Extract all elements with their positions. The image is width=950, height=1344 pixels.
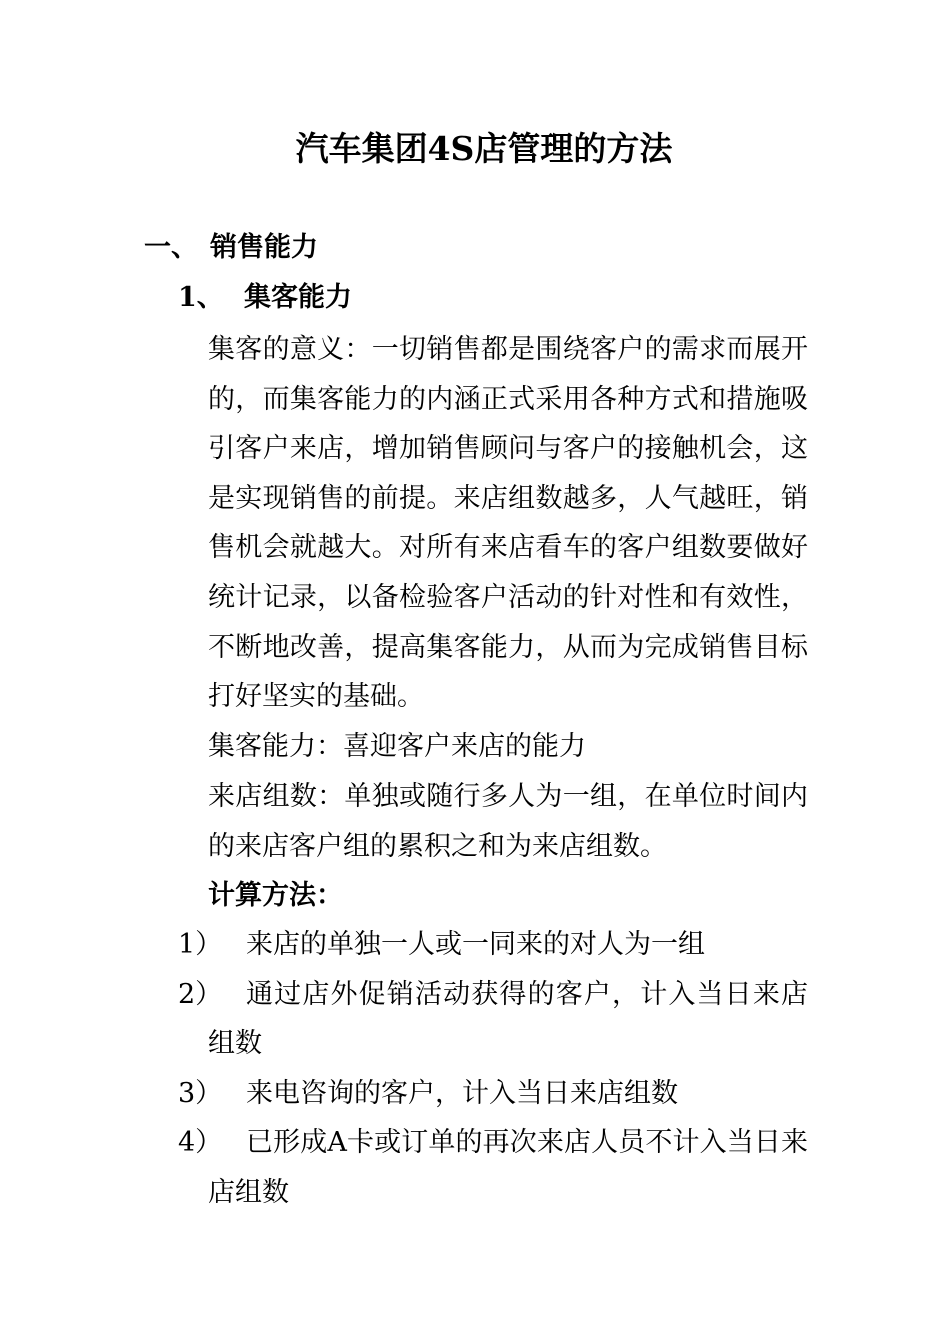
list-item-text: 来电咨询的客户，计入当日来店组数 xyxy=(246,1077,678,1109)
list-item xyxy=(178,920,808,970)
list-item-text: 通过店外促销活动获得的客户，计入当日来店组数 xyxy=(208,978,808,1060)
document-title: 汽车集团4S店管理的方法 xyxy=(295,129,673,168)
section-heading-text: 销售能力 xyxy=(210,232,318,263)
calc-method-list xyxy=(178,920,808,1218)
section-heading xyxy=(144,226,318,270)
list-item-text: 已形成A卡或订单的再次来店人员不计入当日来店组数 xyxy=(208,1127,808,1208)
subsection-heading xyxy=(178,276,352,320)
calc-method-heading: 计算方法： xyxy=(208,880,343,911)
definition-laidian: 来店组数：单独或随行多人为一组，在单位时间内的来店客户组的累积之和为来店组数。 xyxy=(208,781,808,862)
list-item-marker: 2） xyxy=(178,978,223,1010)
list-item xyxy=(178,1069,808,1119)
list-item-text: 来店的单独一人或一同来的对人为一组 xyxy=(246,929,705,960)
section-number: 一、 xyxy=(144,232,198,263)
list-item-marker: 1） xyxy=(178,929,223,960)
subsection-number: 1、 xyxy=(178,282,224,313)
list-item-marker: 4） xyxy=(178,1127,223,1159)
list-item-marker: 3） xyxy=(178,1077,223,1109)
list-item xyxy=(178,1118,808,1217)
intro-paragraph: 集客的意义：一切销售都是围绕客户的需求而展开的，而集客能力的内涵正式采用各种方式和措施吸引客户来店，增加销售顾问与客户的接触机会，这是实现销售的前提。来店组数越多，人气越旺，销售机会就越大。对所有来店看车的客户组数要做好统计记录，以备检验客户活动的针对性和有效性，不断地改善，提高集客能力，从而为完成销售目标打好坚实的基础。 xyxy=(208,334,808,713)
subsection-heading-text: 集客能力 xyxy=(244,282,352,313)
definition-jike: 集客能力：喜迎客户来店的能力 xyxy=(208,731,586,762)
list-item xyxy=(178,970,808,1069)
